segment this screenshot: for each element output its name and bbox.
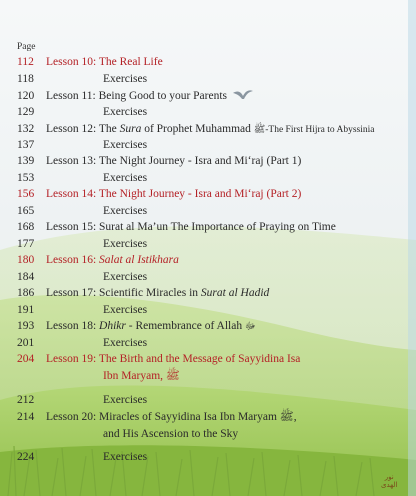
page-number: 191 xyxy=(17,304,35,316)
lesson-entry: Lesson 19: The Birth and the Message of Sayyidina Isa xyxy=(46,353,301,365)
exercise-entry: Exercises xyxy=(103,106,148,118)
toc-row-continuation xyxy=(0,368,416,384)
page-number: 180 xyxy=(17,254,35,266)
toc-row[interactable] xyxy=(0,449,416,465)
toc-row[interactable] xyxy=(0,269,416,285)
page-number: 177 xyxy=(17,238,35,250)
exercise-entry: Exercises xyxy=(103,394,148,406)
page-number: 112 xyxy=(17,56,34,68)
toc-row[interactable] xyxy=(0,409,416,425)
lesson-continuation: and His Ascension to the Sky xyxy=(103,428,239,440)
page-number: 132 xyxy=(17,123,35,135)
exercise-entry: Exercises xyxy=(103,139,148,151)
page-number: 212 xyxy=(17,394,35,406)
toc-row[interactable] xyxy=(0,318,416,334)
page-number: 168 xyxy=(17,221,35,233)
toc-row[interactable] xyxy=(0,302,416,318)
page-number: 129 xyxy=(17,106,35,118)
toc-row[interactable] xyxy=(0,71,416,87)
exercise-entry: Exercises xyxy=(103,172,148,184)
lesson-entry: Lesson 17: Scientific Miracles in Surat al Hadid xyxy=(46,287,270,299)
exercise-entry: Exercises xyxy=(103,238,148,250)
lesson-entry: Lesson 14: The Night Journey - Isra and Mi‘raj (Part 2) xyxy=(46,188,302,200)
page-number: 224 xyxy=(17,451,35,463)
lesson-entry: Lesson 18: Dhikr - Remembrance of Allah ﷻ xyxy=(46,320,256,332)
exercise-entry: Exercises xyxy=(103,73,148,85)
page-number: 118 xyxy=(17,73,34,85)
toc-row[interactable] xyxy=(0,88,416,104)
lesson-entry: Lesson 12: The Sura of Prophet Muhammad ﷺ-The First Hijra to Abyssinia xyxy=(46,123,375,135)
exercise-entry: Exercises xyxy=(103,337,148,349)
toc-row[interactable] xyxy=(0,392,416,408)
page-number: 156 xyxy=(17,188,35,200)
toc-row[interactable] xyxy=(0,170,416,186)
lesson-entry: Lesson 11: Being Good to your Parents xyxy=(46,90,228,102)
toc-row[interactable] xyxy=(0,285,416,301)
page-number: 184 xyxy=(17,271,35,283)
toc-row[interactable] xyxy=(0,121,416,137)
exercise-entry: Exercises xyxy=(103,304,148,316)
page-column-heading: Page xyxy=(17,42,36,52)
toc-row[interactable] xyxy=(0,54,416,70)
toc-row[interactable] xyxy=(0,153,416,169)
page-number: 165 xyxy=(17,205,35,217)
honorific-icon: ﷺ xyxy=(253,125,266,135)
toc-row[interactable] xyxy=(0,252,416,268)
toc-row[interactable] xyxy=(0,335,416,351)
page-number: 153 xyxy=(17,172,35,184)
toc-row[interactable] xyxy=(0,203,416,219)
page-number: 186 xyxy=(17,287,35,299)
toc-row[interactable] xyxy=(0,351,416,367)
exercise-entry: Exercises xyxy=(103,205,148,217)
page-number: 120 xyxy=(17,90,35,102)
lesson-entry: Lesson 15: Surat al Ma’un The Importance of Praying on Time xyxy=(46,221,336,233)
page-number: 204 xyxy=(17,353,35,365)
lesson-continuation: Ibn Maryam, ﷺ xyxy=(103,370,180,382)
publisher-logo: نور الهدى xyxy=(381,473,398,489)
page-number: 137 xyxy=(17,139,35,151)
lesson-entry: Lesson 16: Salat al Istikhara xyxy=(46,254,179,266)
toc-row[interactable] xyxy=(0,104,416,120)
page-number: 193 xyxy=(17,320,35,332)
lesson-entry: Lesson 10: The Real Life xyxy=(46,56,163,68)
page-number: 214 xyxy=(17,411,35,423)
lesson-entry: Lesson 13: The Night Journey - Isra and Mi‘raj (Part 1) xyxy=(46,155,302,167)
exercise-entry: Exercises xyxy=(103,451,148,463)
toc-row[interactable] xyxy=(0,236,416,252)
honorific-icon: ﷻ xyxy=(245,322,256,332)
toc-row[interactable] xyxy=(0,137,416,153)
toc-row-continuation xyxy=(0,426,416,442)
page-number: 139 xyxy=(17,155,35,167)
toc-row[interactable] xyxy=(0,186,416,202)
page-number: 201 xyxy=(17,337,35,349)
lesson-entry: Lesson 20: Miracles of Sayyidina Isa Ibn Maryam ﷺ, xyxy=(46,411,297,423)
exercise-entry: Exercises xyxy=(103,271,148,283)
toc-row[interactable] xyxy=(0,219,416,235)
